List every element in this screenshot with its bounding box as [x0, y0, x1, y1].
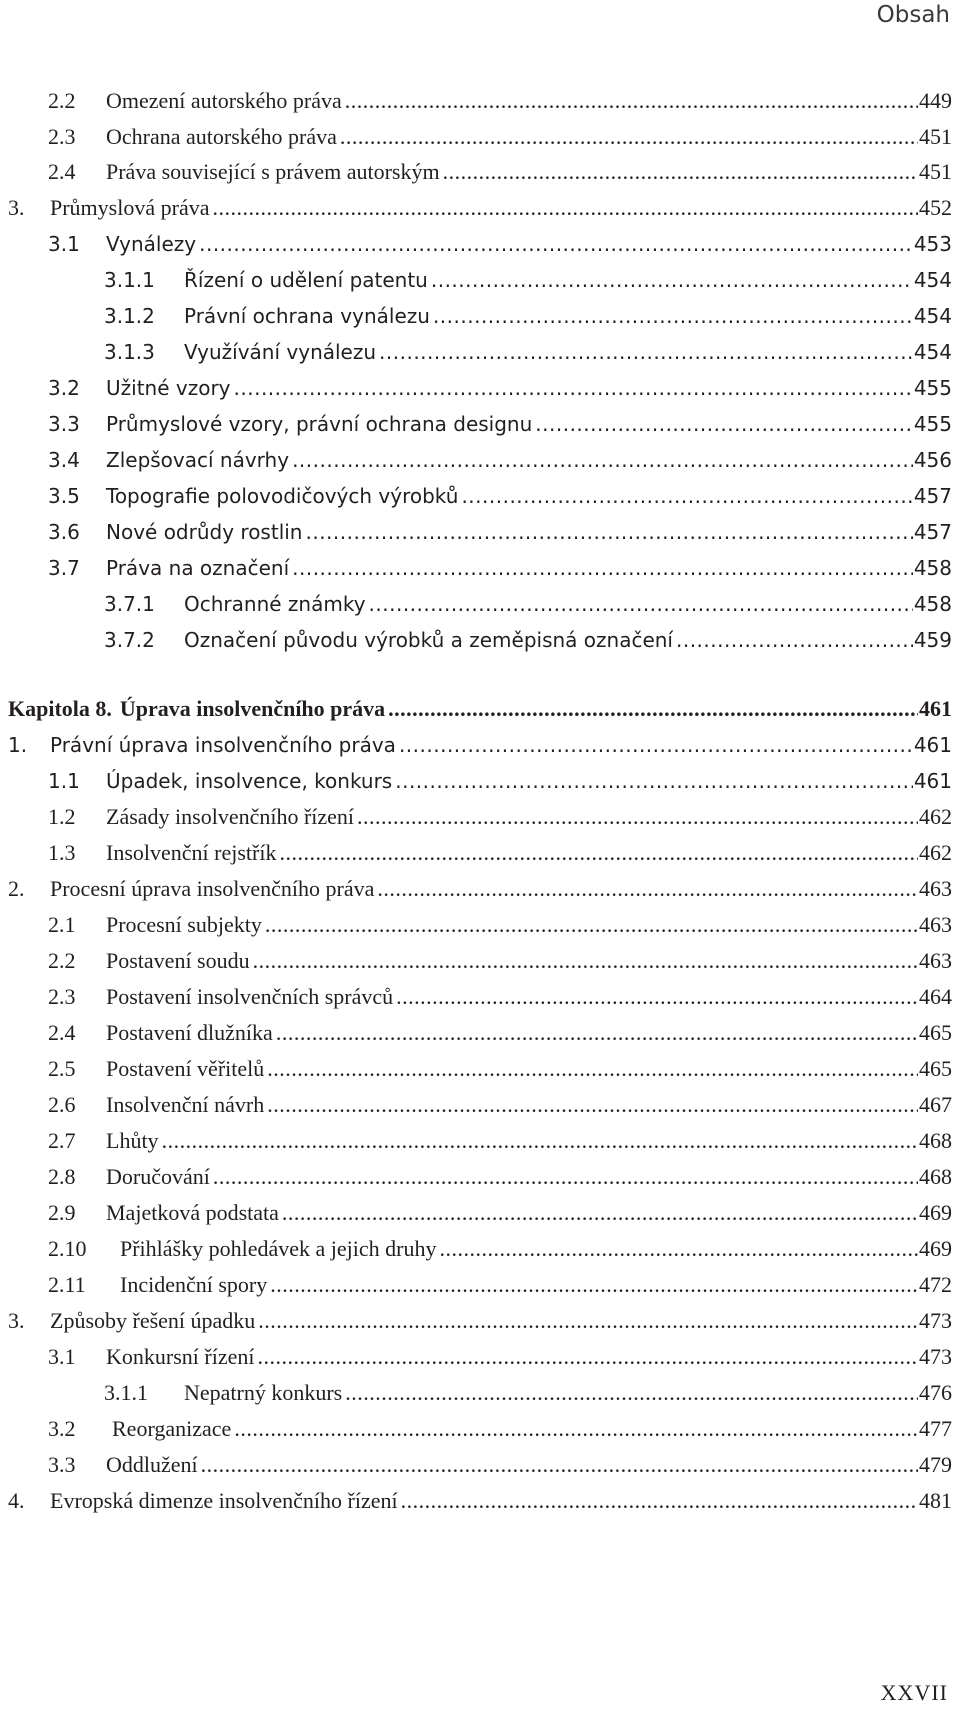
toc-entry-page: 481	[919, 1488, 952, 1513]
toc-entry-title: Využívání vynálezu	[184, 340, 377, 364]
toc-entry-page: 473	[919, 1344, 952, 1369]
toc-entry	[48, 1450, 952, 1480]
toc-entry-number: 3.3	[48, 1452, 76, 1477]
toc-entry-page: 463	[919, 876, 952, 901]
dot-leader	[267, 1090, 918, 1120]
dot-leader	[433, 301, 913, 331]
toc-entry	[8, 874, 952, 904]
toc-entry-title: Postavení insolvenčních správců	[106, 984, 394, 1009]
dot-leader	[345, 1378, 918, 1408]
toc-entry	[48, 1126, 952, 1156]
toc-entry-number: 2.4	[48, 159, 76, 184]
toc-entry-title: Postavení dlužníka	[106, 1020, 273, 1045]
toc-entry-number: 2.8	[48, 1164, 76, 1189]
toc-entry-page: 456	[913, 448, 952, 472]
toc-entry-title: Úpadek, insolvence, konkurs	[106, 769, 393, 793]
dot-leader	[395, 766, 913, 796]
toc-entry-number: 3.1	[48, 1344, 76, 1369]
toc-entry-number: 3.3	[48, 412, 80, 436]
toc-entry-number: 2.2	[48, 88, 76, 113]
toc-entry	[48, 766, 952, 796]
toc-entry-number: 3.	[8, 1308, 25, 1333]
toc-entry	[48, 1234, 952, 1264]
toc-entry-number: 3.1	[48, 232, 80, 256]
toc-entry-page: 458	[913, 592, 952, 616]
toc-entry	[48, 1162, 952, 1192]
dot-leader	[399, 730, 913, 760]
toc-entry-title: Doručování	[106, 1164, 210, 1189]
toc-entry-page: 459	[913, 628, 952, 652]
toc-entry-number: 3.	[8, 195, 25, 220]
toc-entry-number: 1.3	[48, 840, 76, 865]
toc-entry	[48, 802, 952, 832]
toc-entry-title: Průmyslové vzory, právní ochrana designu	[106, 412, 533, 436]
toc-entry-page: 473	[919, 1308, 952, 1333]
toc-entry-title: Zásady insolvenčního řízení	[106, 804, 355, 829]
dot-leader	[253, 946, 918, 976]
toc-entry	[8, 694, 952, 724]
toc-entry	[48, 910, 952, 940]
toc-entry	[48, 1342, 952, 1372]
toc-entry-number: 2.2	[48, 948, 76, 973]
toc-entry-number: 3.1.1	[104, 1380, 148, 1405]
toc-entry-number: Kapitola 8.	[8, 696, 112, 721]
dot-leader	[234, 373, 913, 403]
toc-entry	[104, 589, 952, 619]
toc-entry-page: 458	[913, 556, 952, 580]
toc-entry-title: Přihlášky pohledávek a jejich druhy	[120, 1236, 437, 1261]
dot-leader	[292, 553, 913, 583]
toc-entry	[48, 445, 952, 475]
toc-entry-title: Evropská dimenze insolvenčního řízení	[50, 1488, 398, 1513]
toc-entry-number: 2.5	[48, 1056, 76, 1081]
toc-entry-number: 2.7	[48, 1128, 76, 1153]
toc-entry-number: 1.	[8, 733, 28, 757]
toc-entry-title: Oddlužení	[106, 1452, 198, 1477]
toc-entry-title: Procesní úprava insolvenčního práva	[50, 876, 375, 901]
dot-leader	[258, 1306, 918, 1336]
toc-entry-title: Ochrana autorského práva	[106, 124, 337, 149]
toc-entry-title: Označení původu výrobků a zeměpisná označení	[184, 628, 673, 652]
toc-entry-title: Konkursní řízení	[106, 1344, 255, 1369]
toc-entry-page: 461	[913, 733, 952, 757]
toc-entry-page: 449	[919, 88, 952, 113]
toc-entry	[48, 1018, 952, 1048]
dot-leader	[213, 1162, 918, 1192]
toc-entry-page: 465	[919, 1020, 952, 1045]
dot-leader	[431, 265, 913, 295]
toc-entry	[48, 838, 952, 868]
dot-leader	[212, 193, 918, 223]
toc-entry-page: 454	[913, 268, 952, 292]
toc-entry-number: 3.1.3	[104, 340, 155, 364]
toc-entry-number: 3.2	[48, 1416, 76, 1441]
dot-leader	[369, 589, 913, 619]
toc-entry-title: Ochranné známky	[184, 592, 366, 616]
toc-entry-page: 451	[919, 159, 952, 184]
toc-entry-title: Postavení soudu	[106, 948, 250, 973]
toc-entry-title: Topografie polovodičových výrobků	[106, 484, 459, 508]
dot-leader	[282, 1198, 918, 1228]
toc-entry-page: 455	[913, 412, 952, 436]
dot-leader	[234, 1414, 918, 1444]
toc-entry-number: 2.4	[48, 1020, 76, 1045]
toc-entry-number: 3.6	[48, 520, 80, 544]
toc-entry-title: Insolvenční rejstřík	[106, 840, 277, 865]
toc-entry	[48, 409, 952, 439]
dot-leader	[276, 1018, 918, 1048]
toc-entry-title: Způsoby řešení úpadku	[50, 1308, 256, 1333]
toc-entry	[48, 1414, 952, 1444]
toc-entry-title: Nepatrný konkurs	[184, 1380, 343, 1405]
toc-entry-title: Práva související s právem autorským	[106, 159, 440, 184]
toc-entry-title: Právní ochrana vynálezu	[184, 304, 430, 328]
toc-entry-page: 461	[919, 696, 952, 721]
toc-entry	[104, 265, 952, 295]
toc-entry	[48, 86, 952, 116]
toc-entry-page: 452	[919, 195, 952, 220]
toc-entry	[104, 1378, 952, 1408]
toc-entry	[48, 481, 952, 511]
toc-entry-page: 457	[913, 484, 952, 508]
dot-leader	[270, 1270, 918, 1300]
toc-entry	[48, 1270, 952, 1300]
dot-leader	[265, 910, 918, 940]
toc-entry-number: 2.10	[48, 1236, 87, 1261]
toc-entry-page: 469	[919, 1236, 952, 1261]
dot-leader	[162, 1126, 918, 1156]
toc-entry-page: 457	[913, 520, 952, 544]
dot-leader	[357, 802, 918, 832]
dot-leader	[388, 694, 918, 724]
toc-entry-page: 451	[919, 124, 952, 149]
toc-entry-title: Incidenční spory	[120, 1272, 268, 1297]
toc-entry-page: 461	[913, 769, 952, 793]
toc-entry	[48, 1090, 952, 1120]
toc-entry-page: 479	[919, 1452, 952, 1477]
dot-leader	[439, 1234, 918, 1264]
toc-entry-page: 477	[919, 1416, 952, 1441]
toc-entry-number: 2.1	[48, 912, 76, 937]
toc-entry-number: 4.	[8, 1488, 25, 1513]
toc-entry-page: 462	[919, 840, 952, 865]
toc-entry-title: Řízení o udělení patentu	[184, 268, 428, 292]
toc-entry-title: Vynálezy	[106, 232, 197, 256]
toc-entry-title: Průmyslová práva	[50, 195, 210, 220]
toc-entry-page: 463	[919, 912, 952, 937]
toc-entry-page: 467	[919, 1092, 952, 1117]
toc-entry	[48, 157, 952, 187]
toc-entry-page: 469	[919, 1200, 952, 1225]
toc-entry-number: 3.4	[48, 448, 80, 472]
dot-leader	[340, 122, 918, 152]
toc-entry-page: 454	[913, 304, 952, 328]
toc-entry-title: Insolvenční návrh	[106, 1092, 265, 1117]
toc-entry	[48, 373, 952, 403]
toc-entry-page: 468	[919, 1164, 952, 1189]
dot-leader	[676, 625, 913, 655]
toc-entry-number: 1.2	[48, 804, 76, 829]
dot-leader	[379, 337, 913, 367]
toc-entry-number: 3.1.2	[104, 304, 155, 328]
toc-entry-title: Zlepšovací návrhy	[106, 448, 290, 472]
toc-entry-page: 465	[919, 1056, 952, 1081]
toc-entry	[104, 625, 952, 655]
toc-entry	[104, 337, 952, 367]
toc-entry-number: 2.11	[48, 1272, 86, 1297]
toc-entry-number: 3.5	[48, 484, 80, 508]
toc-entry-page: 468	[919, 1128, 952, 1153]
toc-entry	[8, 1486, 952, 1516]
toc-entry-number: 2.9	[48, 1200, 76, 1225]
toc-entry	[8, 193, 952, 223]
toc-entry-title: Úprava insolvenčního práva	[119, 696, 386, 721]
toc-entry-number: 3.7.2	[104, 628, 155, 652]
toc-entry	[48, 1054, 952, 1084]
toc-entry	[48, 122, 952, 152]
toc-entry	[104, 301, 952, 331]
toc-entry-title: Lhůty	[106, 1128, 159, 1153]
toc-entry-number: 3.1.1	[104, 268, 155, 292]
toc-entry-page: 454	[913, 340, 952, 364]
dot-leader	[401, 1486, 918, 1516]
dot-leader	[443, 157, 918, 187]
toc-entry-number: 1.1	[48, 769, 80, 793]
dot-leader	[257, 1342, 918, 1372]
page-number: XXVII	[880, 1680, 948, 1705]
toc-entry-number: 2.6	[48, 1092, 76, 1117]
toc-entry-number: 2.	[8, 876, 25, 901]
toc-entry-title: Omezení autorského práva	[106, 88, 342, 113]
toc-entry-number: 3.2	[48, 376, 80, 400]
toc-entry	[48, 982, 952, 1012]
dot-leader	[345, 86, 918, 116]
toc-entry-number: 2.3	[48, 124, 76, 149]
running-header: Obsah	[876, 2, 950, 28]
toc-entry-title: Reorganizace	[112, 1416, 232, 1441]
dot-leader	[305, 517, 912, 547]
dot-leader	[292, 445, 913, 475]
dot-leader	[201, 1450, 918, 1480]
toc-entry-title: Nové odrůdy rostlin	[106, 520, 303, 544]
toc-entry	[48, 946, 952, 976]
dot-leader	[267, 1054, 918, 1084]
toc-entry	[48, 229, 952, 259]
toc-entry-title: Užitné vzory	[106, 376, 231, 400]
dot-leader	[279, 838, 918, 868]
toc-entry-page: 476	[919, 1380, 952, 1405]
toc-entry-number: 2.3	[48, 984, 76, 1009]
toc-entry-page: 472	[919, 1272, 952, 1297]
toc-entry-page: 453	[913, 232, 952, 256]
dot-leader	[199, 229, 913, 259]
toc-entry-number: 3.7	[48, 556, 80, 580]
toc-entry-title: Práva na označení	[106, 556, 290, 580]
dot-leader	[396, 982, 918, 1012]
toc-entry	[48, 553, 952, 583]
toc-entry-page: 462	[919, 804, 952, 829]
toc-entry-page: 455	[913, 376, 952, 400]
toc-entry	[8, 1306, 952, 1336]
toc-entry	[8, 730, 952, 760]
toc-entry-page: 464	[919, 984, 952, 1009]
toc-entry-title: Právní úprava insolvenčního práva	[50, 733, 396, 757]
toc-entry-page: 463	[919, 948, 952, 973]
toc-entry	[48, 517, 952, 547]
toc-entry	[48, 1198, 952, 1228]
dot-leader	[377, 874, 918, 904]
toc-entry-title: Postavení věřitelů	[106, 1056, 265, 1081]
toc-entry-title: Majetková podstata	[106, 1200, 279, 1225]
dot-leader	[461, 481, 912, 511]
toc-entry-title: Procesní subjekty	[106, 912, 262, 937]
toc-entry-number: 3.7.1	[104, 592, 155, 616]
dot-leader	[535, 409, 913, 439]
